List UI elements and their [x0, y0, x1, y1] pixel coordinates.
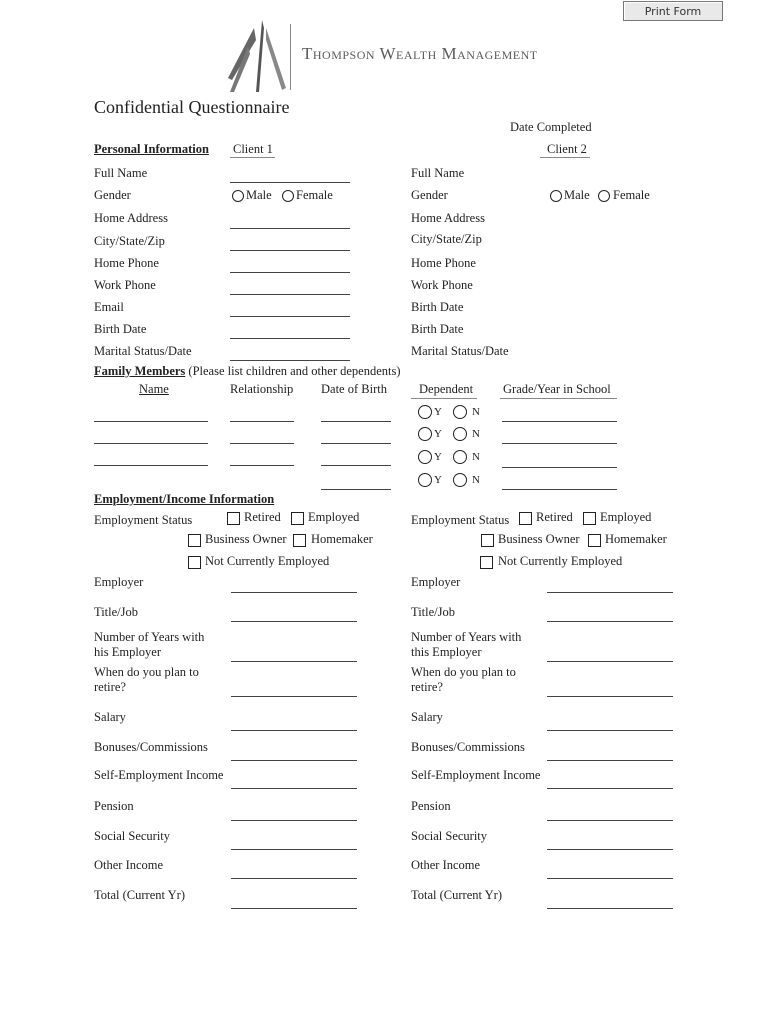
c1-employed-label: Employed — [308, 510, 360, 524]
c1-email-field[interactable] — [230, 316, 350, 317]
c2-employer-field[interactable] — [547, 592, 673, 593]
col-grade-underline — [500, 398, 617, 399]
c2-employment-status-label: Employment Status — [411, 513, 510, 527]
family-name-field[interactable] — [94, 421, 208, 422]
c2-not-employed-label: Not Currently Employed — [498, 554, 623, 568]
client1-heading: Client 1 — [233, 142, 273, 156]
no-label: N — [472, 406, 480, 418]
family-dependent-no-radio[interactable] — [453, 473, 467, 487]
c1-home-phone-field[interactable] — [230, 272, 350, 273]
company-name: Thompson Wealth Management — [302, 44, 538, 63]
family-dob-field[interactable] — [321, 443, 391, 444]
c2-retire-field[interactable] — [547, 696, 673, 697]
c1-birth-date-label: Birth Date — [94, 322, 147, 336]
family-dob-field[interactable] — [321, 421, 391, 422]
c2-other-income-field[interactable] — [547, 878, 673, 879]
c2-social-security-label: Social Security — [411, 829, 488, 843]
c2-city-label: City/State/Zip — [411, 232, 482, 246]
family-grade-field[interactable] — [502, 489, 617, 490]
c1-social-security-field[interactable] — [231, 849, 357, 850]
c1-female-radio[interactable] — [282, 190, 294, 202]
c1-marital-field[interactable] — [230, 360, 350, 361]
c1-title-field[interactable] — [231, 621, 357, 622]
c1-male-label: Male — [246, 188, 272, 202]
c2-home-address-label: Home Address — [411, 211, 485, 225]
c2-employer-label: Employer — [411, 575, 461, 589]
family-note: (Please list children and other dependents) — [188, 364, 401, 378]
c1-male-radio[interactable] — [232, 190, 244, 202]
yes-label: Y — [434, 428, 442, 440]
c1-work-phone-field[interactable] — [230, 294, 350, 295]
c2-business-owner-label: Business Owner — [498, 532, 580, 546]
c2-salary-field[interactable] — [547, 730, 673, 731]
c2-bonuses-label: Bonuses/Commissions — [411, 740, 525, 754]
c2-years-label: Number of Years with this Employer — [411, 630, 522, 659]
c1-employment-status-label: Employment Status — [94, 513, 193, 527]
c1-female-label: Female — [296, 188, 333, 202]
c2-salary-label: Salary — [411, 710, 443, 724]
c1-social-security-label: Social Security — [94, 829, 171, 843]
c1-marital-label: Marital Status/Date — [94, 344, 192, 358]
c1-years-label: Number of Years with his Employer — [94, 630, 205, 659]
company-logo-icon — [226, 18, 288, 94]
c1-other-income-field[interactable] — [231, 878, 357, 879]
c1-business-owner-checkbox[interactable] — [188, 534, 201, 547]
c1-homemaker-label: Homemaker — [311, 532, 373, 546]
c2-full-name-label: Full Name — [411, 166, 465, 180]
c1-home-address-label: Home Address — [94, 211, 168, 225]
family-relationship-field[interactable] — [230, 421, 294, 422]
no-label: N — [472, 428, 480, 440]
c1-home-phone-label: Home Phone — [94, 256, 159, 270]
c1-full-name-label: Full Name — [94, 166, 148, 180]
family-name-field[interactable] — [94, 465, 208, 466]
family-grade-field[interactable] — [502, 421, 617, 422]
c1-other-income-label: Other Income — [94, 858, 164, 872]
c1-retired-checkbox[interactable] — [227, 512, 240, 525]
col-dependent-underline — [411, 398, 477, 399]
family-dob-field[interactable] — [321, 465, 391, 466]
family-dependent-yes-radio[interactable] — [418, 450, 432, 464]
no-label: N — [472, 474, 480, 486]
c1-years-field[interactable] — [231, 661, 357, 662]
family-dependent-yes-radio[interactable] — [418, 473, 432, 487]
c2-retire-label: When do you plan to retire? — [411, 665, 516, 694]
c2-other-income-label: Other Income — [411, 858, 481, 872]
family-dependent-yes-radio[interactable] — [418, 427, 432, 441]
c2-title-field[interactable] — [547, 621, 673, 622]
c1-not-employed-label: Not Currently Employed — [205, 554, 330, 568]
family-dependent-no-radio[interactable] — [453, 427, 467, 441]
c1-salary-field[interactable] — [231, 730, 357, 731]
c1-bonuses-label: Bonuses/Commissions — [94, 740, 208, 754]
family-grade-field[interactable] — [502, 467, 617, 468]
c2-bonuses-field[interactable] — [547, 760, 673, 761]
c1-bonuses-field[interactable] — [231, 760, 357, 761]
c1-employer-label: Employer — [94, 575, 144, 589]
c1-city-field[interactable] — [230, 250, 350, 251]
c2-female-label: Female — [613, 188, 650, 202]
c1-home-address-field[interactable] — [230, 228, 350, 229]
c2-employed-label: Employed — [600, 510, 652, 524]
c2-title-label: Title/Job — [411, 605, 456, 619]
client1-underline — [230, 157, 275, 158]
c2-retired-checkbox[interactable] — [519, 512, 532, 525]
c2-work-phone-label: Work Phone — [411, 278, 473, 292]
page-title: Confidential Questionnaire — [94, 97, 290, 117]
c2-employed-checkbox[interactable] — [583, 512, 596, 525]
c2-pension-label: Pension — [411, 799, 451, 813]
c1-work-phone-label: Work Phone — [94, 278, 156, 292]
c2-total-label: Total (Current Yr) — [411, 888, 502, 902]
no-label: N — [472, 451, 480, 463]
c1-title-label: Title/Job — [94, 605, 139, 619]
c2-male-label: Male — [564, 188, 590, 202]
personal-info-heading: Personal Information — [94, 142, 209, 156]
c2-male-radio[interactable] — [550, 190, 562, 202]
c1-self-employment-field[interactable] — [231, 788, 357, 789]
c1-employer-field[interactable] — [231, 592, 357, 593]
c1-total-label: Total (Current Yr) — [94, 888, 185, 902]
family-dependent-no-radio[interactable] — [453, 405, 467, 419]
c1-pension-label: Pension — [94, 799, 134, 813]
c2-retired-label: Retired — [536, 510, 573, 524]
c1-birth-date-field[interactable] — [230, 338, 350, 339]
yes-label: Y — [434, 474, 442, 486]
c2-self-employment-field[interactable] — [547, 788, 673, 789]
col-grade: Grade/Year in School — [503, 382, 611, 396]
c1-city-label: City/State/Zip — [94, 234, 165, 248]
c1-self-employment-label: Self-Employment Income — [94, 768, 224, 782]
family-dependent-yes-radio[interactable] — [418, 405, 432, 419]
client2-underline — [540, 157, 590, 158]
c1-pension-field[interactable] — [231, 820, 357, 821]
c2-not-employed-checkbox[interactable] — [480, 556, 493, 569]
c1-not-employed-checkbox[interactable] — [188, 556, 201, 569]
c1-retire-field[interactable] — [231, 696, 357, 697]
family-relationship-field[interactable] — [230, 443, 294, 444]
c2-birth-date-label-2: Birth Date — [411, 322, 464, 336]
logo-divider — [290, 24, 291, 90]
c2-pension-field[interactable] — [547, 820, 673, 821]
c2-marital-label: Marital Status/Date — [411, 344, 509, 358]
c1-business-owner-label: Business Owner — [205, 532, 287, 546]
yes-label: Y — [434, 451, 442, 463]
col-name: Name — [139, 382, 169, 396]
c1-employed-checkbox[interactable] — [291, 512, 304, 525]
c1-retire-label: When do you plan to retire? — [94, 665, 199, 694]
col-dob: Date of Birth — [321, 382, 387, 396]
c1-retired-label: Retired — [244, 510, 281, 524]
col-dependent: Dependent — [419, 382, 474, 396]
c2-female-radio[interactable] — [598, 190, 610, 202]
c1-full-name-field[interactable] — [230, 182, 350, 183]
c1-gender-label: Gender — [94, 188, 131, 202]
col-relationship: Relationship — [230, 382, 294, 396]
c2-home-phone-label: Home Phone — [411, 256, 476, 270]
c1-total-field[interactable] — [231, 908, 357, 909]
c1-email-label: Email — [94, 300, 124, 314]
print-form-button[interactable]: Print Form — [623, 1, 723, 21]
c2-homemaker-label: Homemaker — [605, 532, 667, 546]
c1-homemaker-checkbox[interactable] — [293, 534, 306, 547]
c2-total-field[interactable] — [547, 908, 673, 909]
c2-business-owner-checkbox[interactable] — [481, 534, 494, 547]
client2-heading: Client 2 — [547, 142, 587, 156]
family-relationship-field[interactable] — [230, 465, 294, 466]
c1-salary-label: Salary — [94, 710, 126, 724]
employment-heading: Employment/Income Information — [94, 492, 275, 506]
family-name-field[interactable] — [94, 443, 208, 444]
yes-label: Y — [434, 406, 442, 418]
family-heading-row — [94, 364, 401, 379]
c2-social-security-field[interactable] — [547, 849, 673, 850]
family-dependent-no-radio[interactable] — [453, 450, 467, 464]
family-dob-field[interactable] — [321, 489, 391, 490]
date-completed-label: Date Completed — [510, 120, 592, 134]
family-grade-field[interactable] — [502, 443, 617, 444]
c2-gender-label: Gender — [411, 188, 448, 202]
c2-self-employment-label: Self-Employment Income — [411, 768, 541, 782]
c2-birth-date-label-1: Birth Date — [411, 300, 464, 314]
c2-years-field[interactable] — [547, 661, 673, 662]
family-heading: Family Members — [94, 364, 186, 378]
c2-homemaker-checkbox[interactable] — [588, 534, 601, 547]
